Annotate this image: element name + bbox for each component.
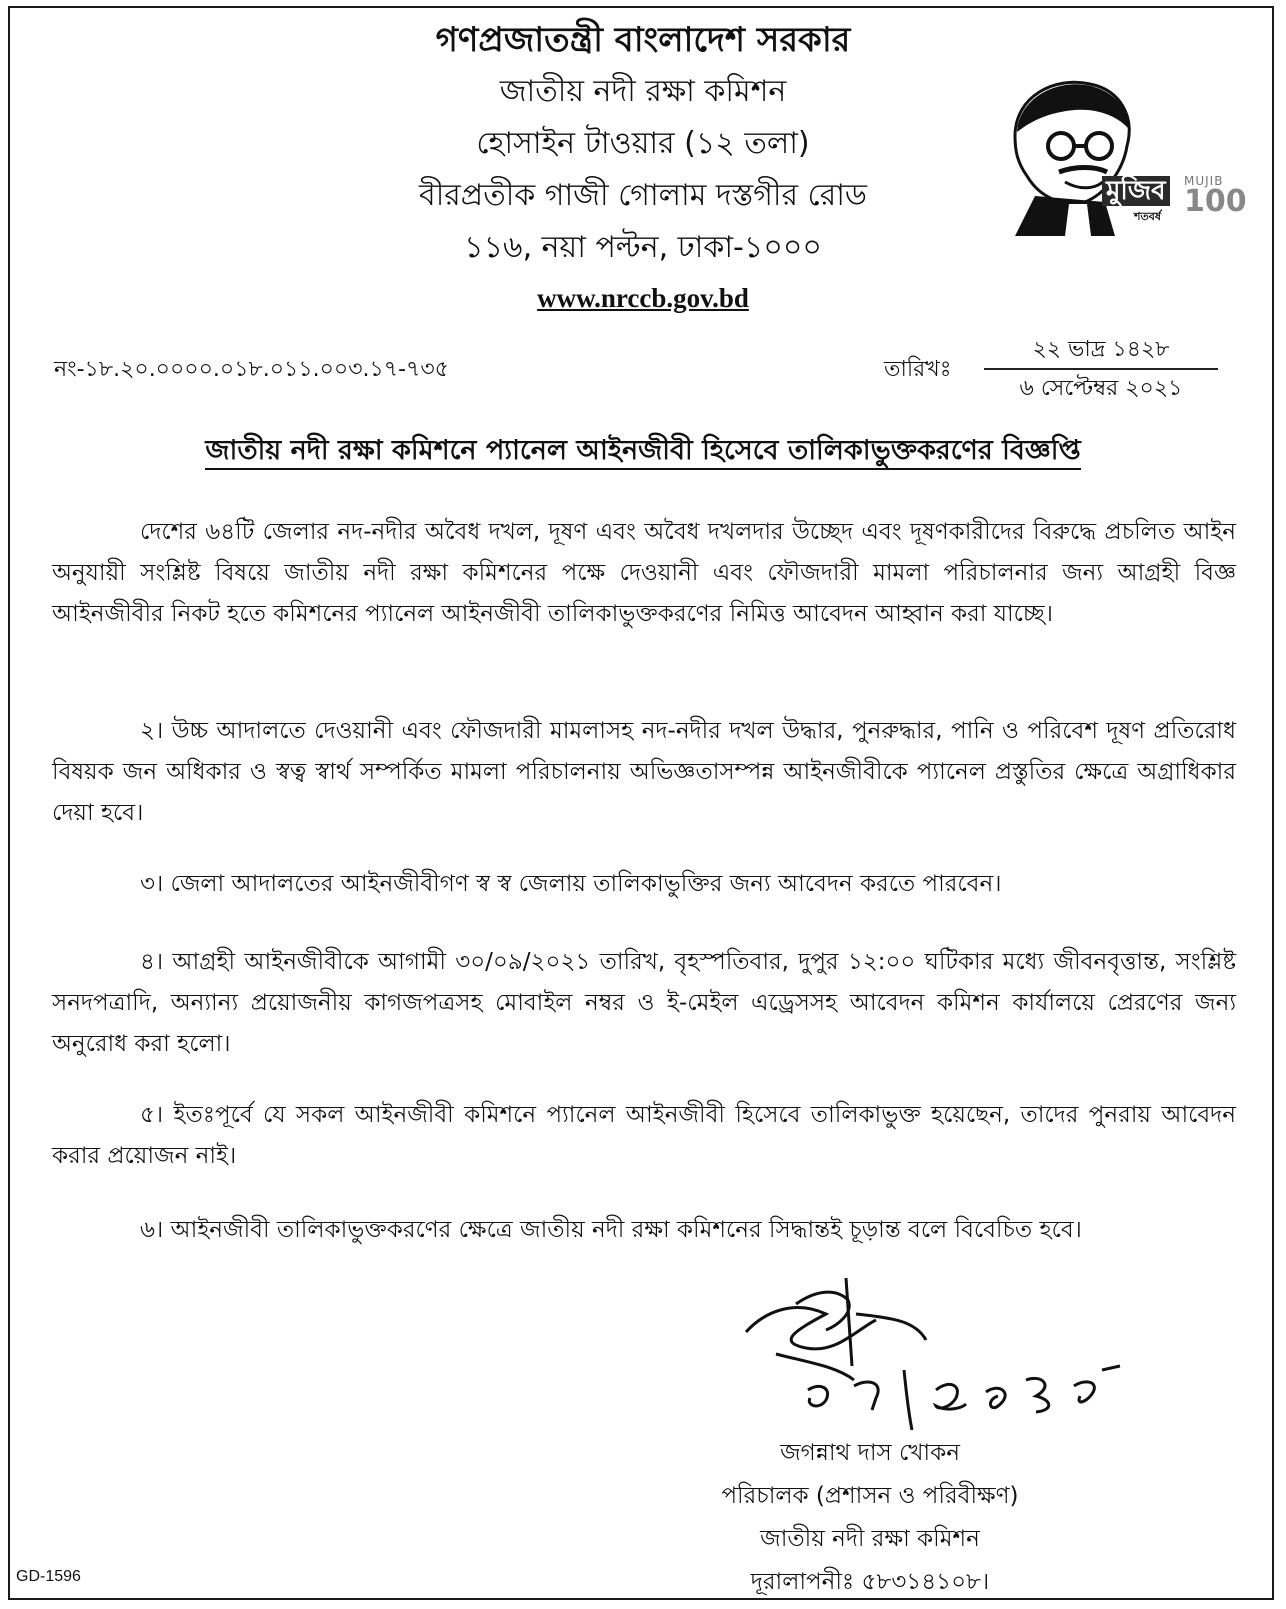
- document-code: GD-1596: [16, 1568, 81, 1585]
- signatory-phone: দূরালাপনীঃ ৫৮৩১৪১০৮।: [750, 1569, 990, 1595]
- signatory-designation: পরিচালক (প্রশাসন ও পরিবীক্ষণ): [721, 1483, 1019, 1509]
- office-name: জাতীয় নদী রক্ষা কমিশন: [499, 74, 787, 109]
- date-bengali-calendar: ২২ ভাদ্র ১৪২৮: [984, 332, 1218, 370]
- signatory-block: [620, 1432, 1120, 1604]
- subject-text: জাতীয় নদী রক্ষা কমিশনে প্যানেল আইনজীবী হিসেবে তালিকাভুক্তকরণের বিজ্ঞপ্তি: [205, 435, 1080, 470]
- date-block: [984, 332, 1218, 408]
- signatory-name: জগন্নাথ দাস খোকন: [780, 1440, 960, 1466]
- paragraph-1: দেশের ৬৪টি জেলার নদ-নদীর অবৈধ দখল, দূষণ এবং অবৈধ দখলদার উচ্ছেদ এবং দূষণকারীদের বিরুদ্ধে প্রচলিত আইন অনুযায়ী সংশ্লিষ্ট বিষয়ে জাতীয় নদী রক্ষা কমিশনের পক্ষে দেওয়ানী এবং ফৌজদারী মামলা পরিচালনার জন্য আগ্রহী বিজ্ঞ আইনজীবীর নিকট হতে কমিশনের প্যানেল আইনজীবী তালিকাভুক্তকরণের নিমিত্ত আবেদন আহ্বান করা যাচ্ছে।: [52, 519, 1236, 627]
- paragraph-4: ৪। আগ্রহী আইনজীবীকে আগামী ৩০/০৯/২০২১ তারিখ, বৃহস্পতিবার, দুপুর ১২:০০ ঘটিকার মধ্যে জীবনবৃত্তান্ত, সংশ্লিষ্ট সনদপত্রাদি, অন্যান্য প্রয়োজনীয় কাগজপত্রসহ মোবাইল নম্বর ও ই-মেইল এড্রেসসহ আবেদন কমিশন কার্যালয়ে প্রেরণের জন্য অনুরোধ করা হলো।: [52, 949, 1236, 1057]
- memo-number: নং-১৮.২০.০০০০.০১৮.০১১.০০৩.১৭-৭৩৫: [54, 357, 449, 382]
- logo-mujib-english: MUJIB: [1184, 174, 1224, 188]
- notice-subject: [0, 430, 1286, 472]
- logo-centenary-bengali: শতবর্ষ: [1134, 210, 1161, 223]
- paragraph-2: ২। উচ্চ আদালতে দেওয়ানী এবং ফৌজদারী মামলাসহ নদ-নদীর দখল উদ্ধার, পুনরুদ্ধার, পানি ও পরিবেশ দূষণ প্রতিরোধ বিষয়ক জন অধিকার ও স্বত্ব স্বার্থ সম্পর্কিত মামলা পরিচালনায় অভিজ্ঞতাসম্পন্ন আইনজীবীকে প্যানেল প্রস্তুতির ক্ষেত্রে অগ্রাধিকার দেয়া হবে।: [52, 718, 1236, 826]
- road-address: বীরপ্রতীক গাজী গোলাম দস্তগীর রোড: [419, 178, 867, 213]
- paragraph-5: ৫। ইতঃপূর্বে যে সকল আইনজীবী কমিশনে প্যানেল আইনজীবী হিসেবে তালিকাভুক্ত হয়েছেন, তাদের পুনরায় আবেদন করার প্রয়োজন নাই।: [52, 1102, 1236, 1169]
- logo-100: 100: [1184, 184, 1247, 219]
- website-link[interactable]: www.nrccb.gov.bd: [537, 283, 749, 313]
- government-title: গণপ্রজাতন্ত্রী বাংলাদেশ সরকার: [435, 20, 851, 60]
- building-address: হোসাইন টাওয়ার (১২ তলা): [476, 126, 810, 161]
- signatory-organization: জাতীয় নদী রক্ষা কমিশন: [760, 1526, 980, 1552]
- paragraph-6: ৬। আইনজীবী তালিকাভুক্তকরণের ক্ষেত্রে জাতীয় নদী রক্ষা কমিশনের সিদ্ধান্তই চূড়ান্ত বলে বিবেচিত হবে।: [140, 1217, 1082, 1243]
- logo-mujib-bengali: মুজিব: [1102, 176, 1170, 206]
- city-address: ১১৬, নয়া পল্টন, ঢাকা-১০০০: [464, 230, 822, 265]
- handwritten-signature: [736, 1270, 1176, 1440]
- date-gregorian: ৬ সেপ্টেম্বর ২০২১: [1019, 376, 1183, 401]
- date-label: তারিখঃ: [884, 357, 952, 382]
- paragraph-3: ৩। জেলা আদালতের আইনজীবীগণ স্ব স্ব জেলায় তালিকাভুক্তির জন্য আবেদন করতে পারবেন।: [140, 871, 1002, 897]
